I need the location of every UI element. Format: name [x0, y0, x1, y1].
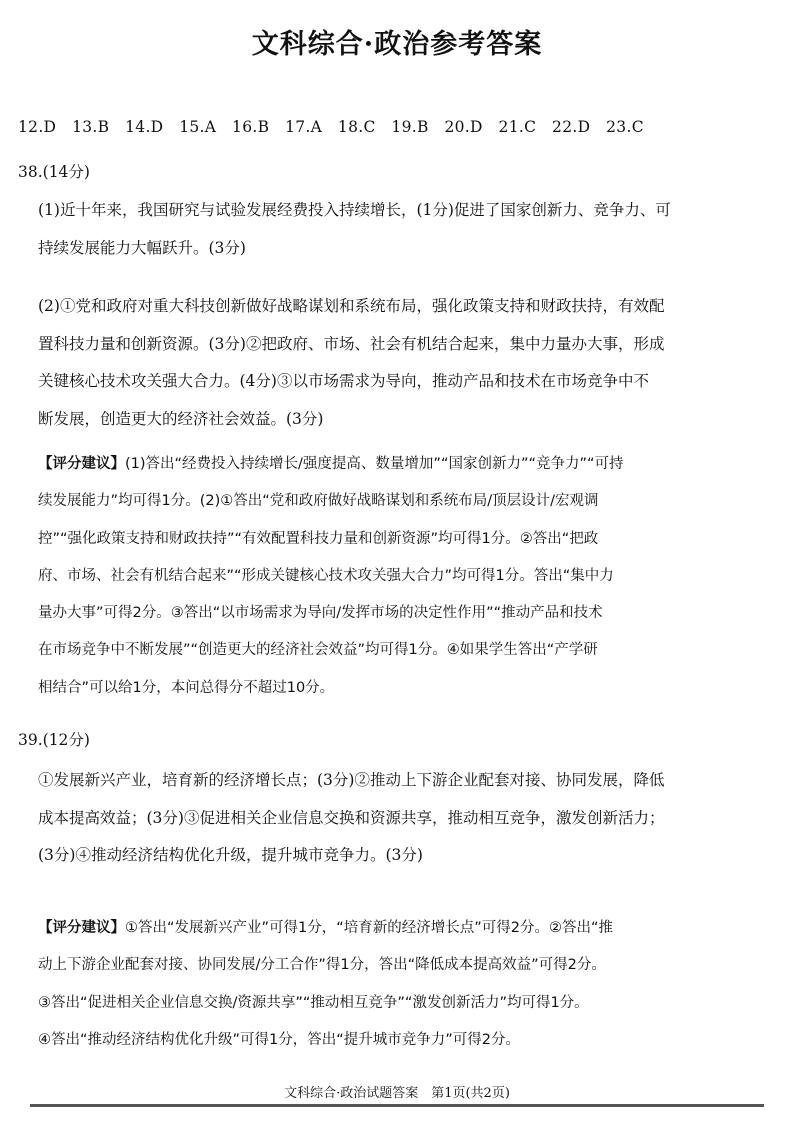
- text-line: (1)近十年来，我国研究与试验发展经费投入持续增长，(1分)促进了国家创新力、竞争力、可: [38, 201, 671, 219]
- text-line: 成本提高效益；(3分)③促进相关企业信息交换和资源共享，推动相互竞争，激发创新活力；: [38, 808, 665, 827]
- text-line: [38, 446, 778, 483]
- text-line: 府、市场、社会有机结合起来”“形成关键核心技术攻关强大合力”均可得1分。答出“集中力: [38, 567, 614, 584]
- question-38-heading: 38.(14分): [18, 163, 90, 181]
- text-line: 相结合”可以给1分，本问总得分不超过10分。: [38, 679, 335, 696]
- text-line: [38, 910, 778, 947]
- text-fragment: (1)答出“经费投入持续增长/强度提高、数量增加”“国家创新力”“竞争力”“可持: [125, 456, 624, 472]
- question-39-answer: [38, 762, 778, 875]
- text-line: 置科技力量和创新资源。(3分)②把政府、市场、社会有机结合起来，集中力量办大事，形成: [38, 334, 665, 353]
- text-line: 持续发展能力大幅跃升。(3分): [38, 238, 246, 257]
- scoring-label: 【评分建议】: [38, 456, 125, 472]
- text-line: 动上下游企业配套对接、协同发展/分工合作”得1分，答出“降低成本提高效益”可得2分。: [38, 957, 606, 974]
- page-footer: 文科综合·政治试题答案 第1页(共2页): [284, 1086, 510, 1101]
- question-39-scoring-notes: [38, 910, 778, 1059]
- text-line: ④答出“推动经济结构优化升级”可得1分，答出“提升城市竞争力”可得2分。: [38, 1031, 520, 1048]
- multiple-choice-answers: 12.D 13.B 14.D 15.A 16.B 17.A 18.C 19.B 20.D 21.C 22.D 23.C: [18, 118, 644, 136]
- question-38-scoring-notes: [38, 446, 778, 707]
- bottom-divider: [30, 1104, 764, 1107]
- question-39-heading: 39.(12分): [18, 731, 90, 749]
- text-line: 关键核心技术攻关强大合力。(4分)③以市场需求为导向，推动产品和技术在市场竞争中不: [38, 372, 649, 390]
- text-line: (3分)④推动经济结构优化升级，提升城市竞争力。(3分): [38, 846, 423, 864]
- text-line: ③答出“促进相关企业信息交换/资源共享”“推动相互竞争”“激发创新活力”均可得1分。: [38, 994, 589, 1011]
- text-line: 量办大事”可得2分。③答出“以市场需求为导向/发挥市场的决定性作用”“推动产品和技术: [38, 605, 603, 622]
- text-line: (2)①党和政府对重大科技创新做好战略谋划和系统布局，强化政策支持和财政扶持，有效配: [38, 297, 665, 315]
- text-line: ①发展新兴产业，培育新的经济增长点；(3分)②推动上下游企业配套对接、协同发展，降低: [38, 771, 665, 789]
- text-line: 控”“强化政策支持和财政扶持”“有效配置科技力量和创新资源”均可得1分。②答出“把政: [38, 530, 599, 547]
- scoring-label: 【评分建议】: [38, 920, 125, 936]
- text-line: 断发展，创造更大的经济社会效益。(3分): [38, 409, 324, 428]
- question-38-part2: [38, 288, 778, 438]
- text-fragment: ①答出“发展新兴产业”可得1分，“培育新的经济增长点”可得2分。②答出“推: [125, 920, 614, 936]
- text-line: 续发展能力”均可得1分。(2)①答出“党和政府做好战略谋划和系统布局/顶层设计/宏观调: [38, 493, 599, 510]
- question-38-part1: [38, 192, 778, 267]
- text-line: 在市场竞争中不断发展”“创造更大的经济社会效益”均可得1分。④如果学生答出“产学研: [38, 642, 598, 659]
- page-title: 文科综合·政治参考答案: [251, 29, 543, 60]
